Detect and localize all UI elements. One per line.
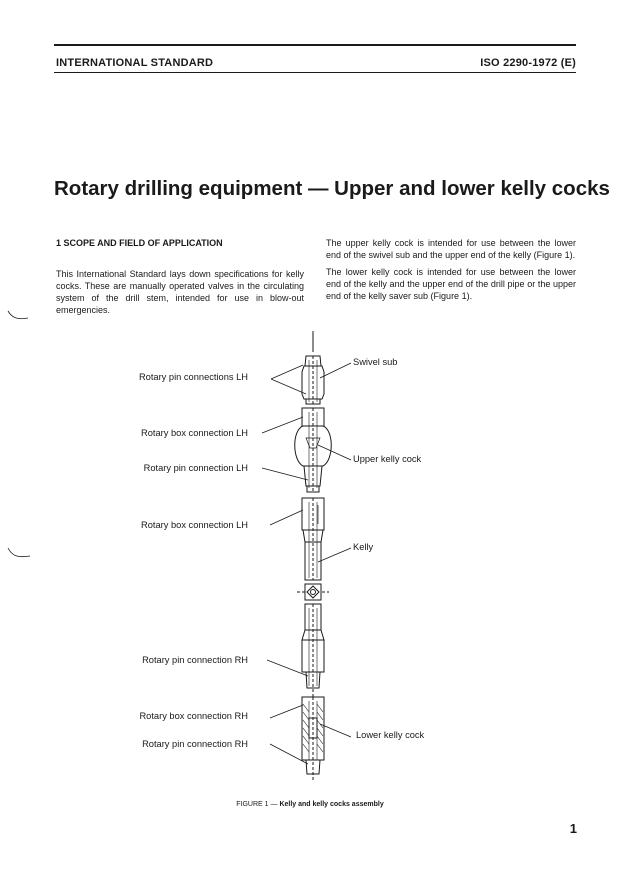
document-title: Rotary drilling equipment — Upper and lower kelly cocks	[54, 177, 610, 200]
label-rotary-box-lh-2: Rotary box connection LH	[141, 520, 248, 530]
label-lower-kelly-cock: Lower kelly cock	[356, 730, 425, 740]
label-swivel-sub: Swivel sub	[353, 357, 398, 367]
label-rotary-box-lh-1: Rotary box connection LH	[141, 428, 248, 438]
label-upper-kelly-cock: Upper kelly cock	[353, 454, 422, 464]
margin-mark-1	[8, 311, 28, 319]
swivel-sub-shape	[302, 356, 324, 404]
label-rotary-pin-rh-2: Rotary pin connection RH	[142, 739, 248, 749]
label-rotary-pin-rh-1: Rotary pin connection RH	[142, 655, 248, 665]
caption-prefix: FIGURE 1 —	[236, 801, 280, 808]
figure-caption	[0, 801, 620, 808]
upper-cock-paragraph: The upper kelly cock is intended for use between the lower end of the swivel sub and the upper end of the kelly (Figure 1).	[326, 238, 576, 260]
kelly-section-shape	[297, 584, 329, 600]
label-rotary-pin-lh-2: Rotary pin connection LH	[143, 463, 248, 473]
page-number: 1	[569, 821, 577, 836]
kelly-lower-shape	[302, 604, 324, 700]
caption-title: Kelly and kelly cocks assembly	[279, 801, 384, 808]
margin-mark-2	[8, 548, 30, 557]
kelly-shape	[302, 498, 324, 580]
lower-cock-paragraph: The lower kelly cock is intended for use between the lower end of the kelly and the upper end of the drill pipe or the upper end of the kelly saver sub (Figure 1).	[326, 267, 576, 301]
scope-paragraph: This International Standard lays down specifications for kelly cocks. These are manually operated valves in the circulating system of the drill stem, intended for use in blow-out emergencies.	[56, 269, 304, 315]
standard-label: INTERNATIONAL STANDARD	[56, 57, 214, 69]
label-rotary-pin-lh-1: Rotary pin connections LH	[138, 372, 248, 382]
label-rotary-box-rh: Rotary box connection RH	[139, 711, 248, 721]
standard-number: ISO 2290-1972 (E)	[480, 57, 576, 69]
section-heading: 1 SCOPE AND FIELD OF APPLICATION	[56, 238, 223, 248]
upper-kelly-cock-shape	[295, 408, 332, 492]
label-kelly: Kelly	[353, 542, 374, 552]
lower-kelly-cock-shape	[302, 697, 324, 782]
